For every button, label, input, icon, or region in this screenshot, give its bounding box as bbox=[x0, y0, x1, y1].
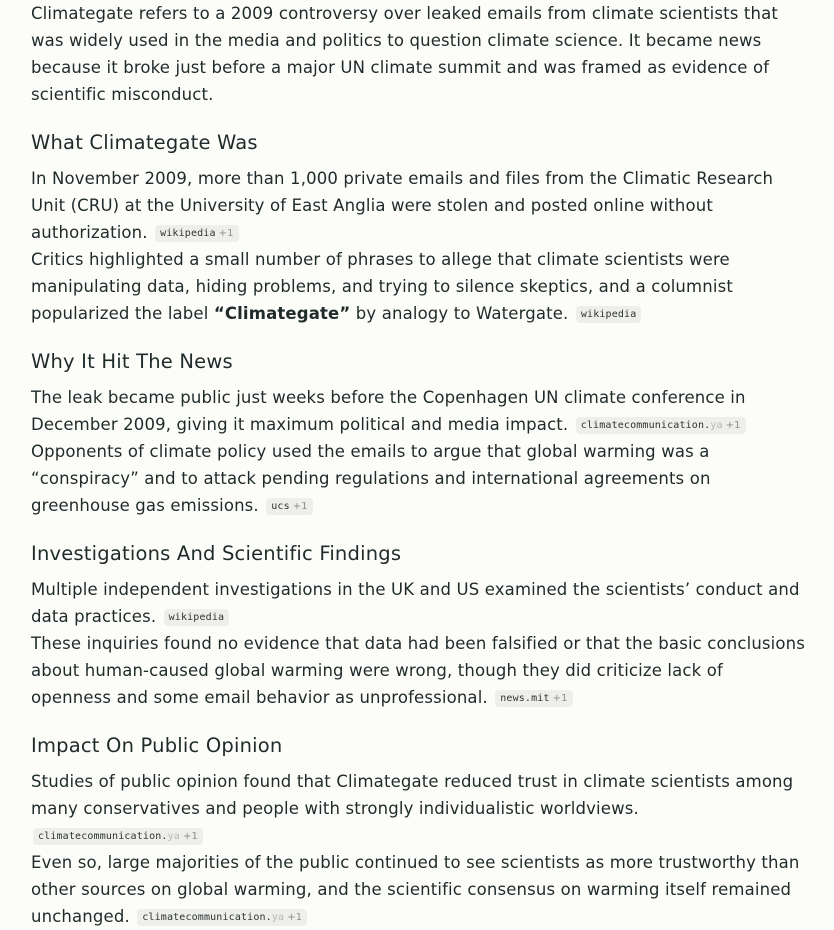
citation-source: wikipedia bbox=[168, 612, 225, 623]
paragraph-text: by analogy to Watergate. bbox=[350, 304, 569, 323]
answer-content bbox=[31, 0, 806, 930]
paragraph-text: Even so, large majorities of the public continued to see scientists as more trustworthy than other sources on global warming, and the scientific consensus on warming itself remained unchanged. bbox=[31, 853, 800, 926]
citation-more-count: +1 bbox=[218, 228, 234, 239]
citation-chip[interactable] bbox=[137, 909, 307, 926]
citation-chip[interactable] bbox=[33, 828, 203, 845]
citation-source: climatecommunication. bbox=[580, 420, 711, 431]
citation-source: news.mit bbox=[500, 693, 550, 704]
citation-source: wikipedia bbox=[160, 228, 216, 239]
paragraph-text: The leak became public just weeks before the Copenhagen UN climate conference in December 2009, giving it maximum political and media impact. bbox=[31, 388, 746, 434]
citation-chip[interactable] bbox=[576, 417, 746, 434]
paragraph bbox=[31, 246, 806, 327]
paragraph bbox=[31, 768, 806, 849]
citation-more-count: +1 bbox=[287, 912, 303, 923]
section-heading-investigations: Investigations And Scientific Findings bbox=[31, 542, 402, 565]
section-heading-impact-on-public-opinion: Impact On Public Opinion bbox=[31, 734, 283, 757]
citation-source-truncated: ya bbox=[167, 831, 180, 842]
paragraph-text: Studies of public opinion found that Climategate reduced trust in climate scientists among many conservatives and people with strongly individualistic worldviews. bbox=[31, 772, 794, 818]
citation-source: climatecommunication. bbox=[142, 912, 272, 923]
citation-more-count: +1 bbox=[725, 420, 741, 431]
citation-source: climatecommunication. bbox=[38, 831, 168, 842]
citation-more-count: +1 bbox=[292, 501, 308, 512]
paragraph bbox=[31, 576, 806, 630]
paragraph-text: In November 2009, more than 1,000 private emails and files from the Climatic Research Unit (CRU) at the University of East Anglia were stolen and posted online without authorization. bbox=[31, 169, 774, 242]
bold-term: “Climategate” bbox=[213, 304, 351, 323]
paragraph bbox=[31, 630, 806, 711]
paragraph-text: These inquiries found no evidence that data had been falsified or that the basic conclusions about human-caused global warming were wrong, though they did criticize lack of openness and some email behavior as unprofessional. bbox=[31, 634, 806, 707]
citation-chip[interactable] bbox=[164, 609, 230, 626]
citation-chip[interactable] bbox=[495, 690, 572, 707]
citation-more-count: +1 bbox=[182, 831, 198, 842]
paragraph bbox=[31, 438, 806, 519]
citation-chip[interactable] bbox=[576, 306, 642, 323]
section-heading-what-climategate-was: What Climategate Was bbox=[31, 131, 258, 154]
intro-paragraph: Climategate refers to a 2009 controversy over leaked emails from climate scientists that was widely used in the media and politics to question climate science. It became news because it broke just before a major UN climate summit and was framed as evidence of scientific misconduct. bbox=[31, 4, 778, 104]
citation-source-truncated: ya bbox=[271, 912, 285, 923]
paragraph bbox=[31, 849, 806, 930]
paragraph bbox=[31, 165, 806, 246]
paragraph-text: Critics highlighted a small number of phrases to allege that climate scientists were manipulating data, hiding problems, and trying to silence skeptics, and a columnist popularized the label bbox=[31, 250, 733, 323]
citation-source: ucs bbox=[271, 501, 290, 512]
section-heading-why-it-hit-the-news: Why It Hit The News bbox=[31, 350, 233, 373]
citation-more-count: +1 bbox=[552, 693, 568, 704]
paragraph-text: Opponents of climate policy used the emails to argue that global warming was a “conspiracy” and to attack pending regulations and international agreements on greenhouse gas emissions. bbox=[31, 442, 711, 515]
citation-chip[interactable] bbox=[266, 498, 313, 515]
paragraph-text: Multiple independent investigations in the UK and US examined the scientists’ conduct and data practices. bbox=[31, 580, 800, 626]
citation-chip[interactable] bbox=[155, 225, 239, 242]
citation-source: wikipedia bbox=[580, 309, 637, 320]
paragraph bbox=[31, 384, 806, 438]
citation-source-truncated: ya bbox=[710, 420, 723, 431]
